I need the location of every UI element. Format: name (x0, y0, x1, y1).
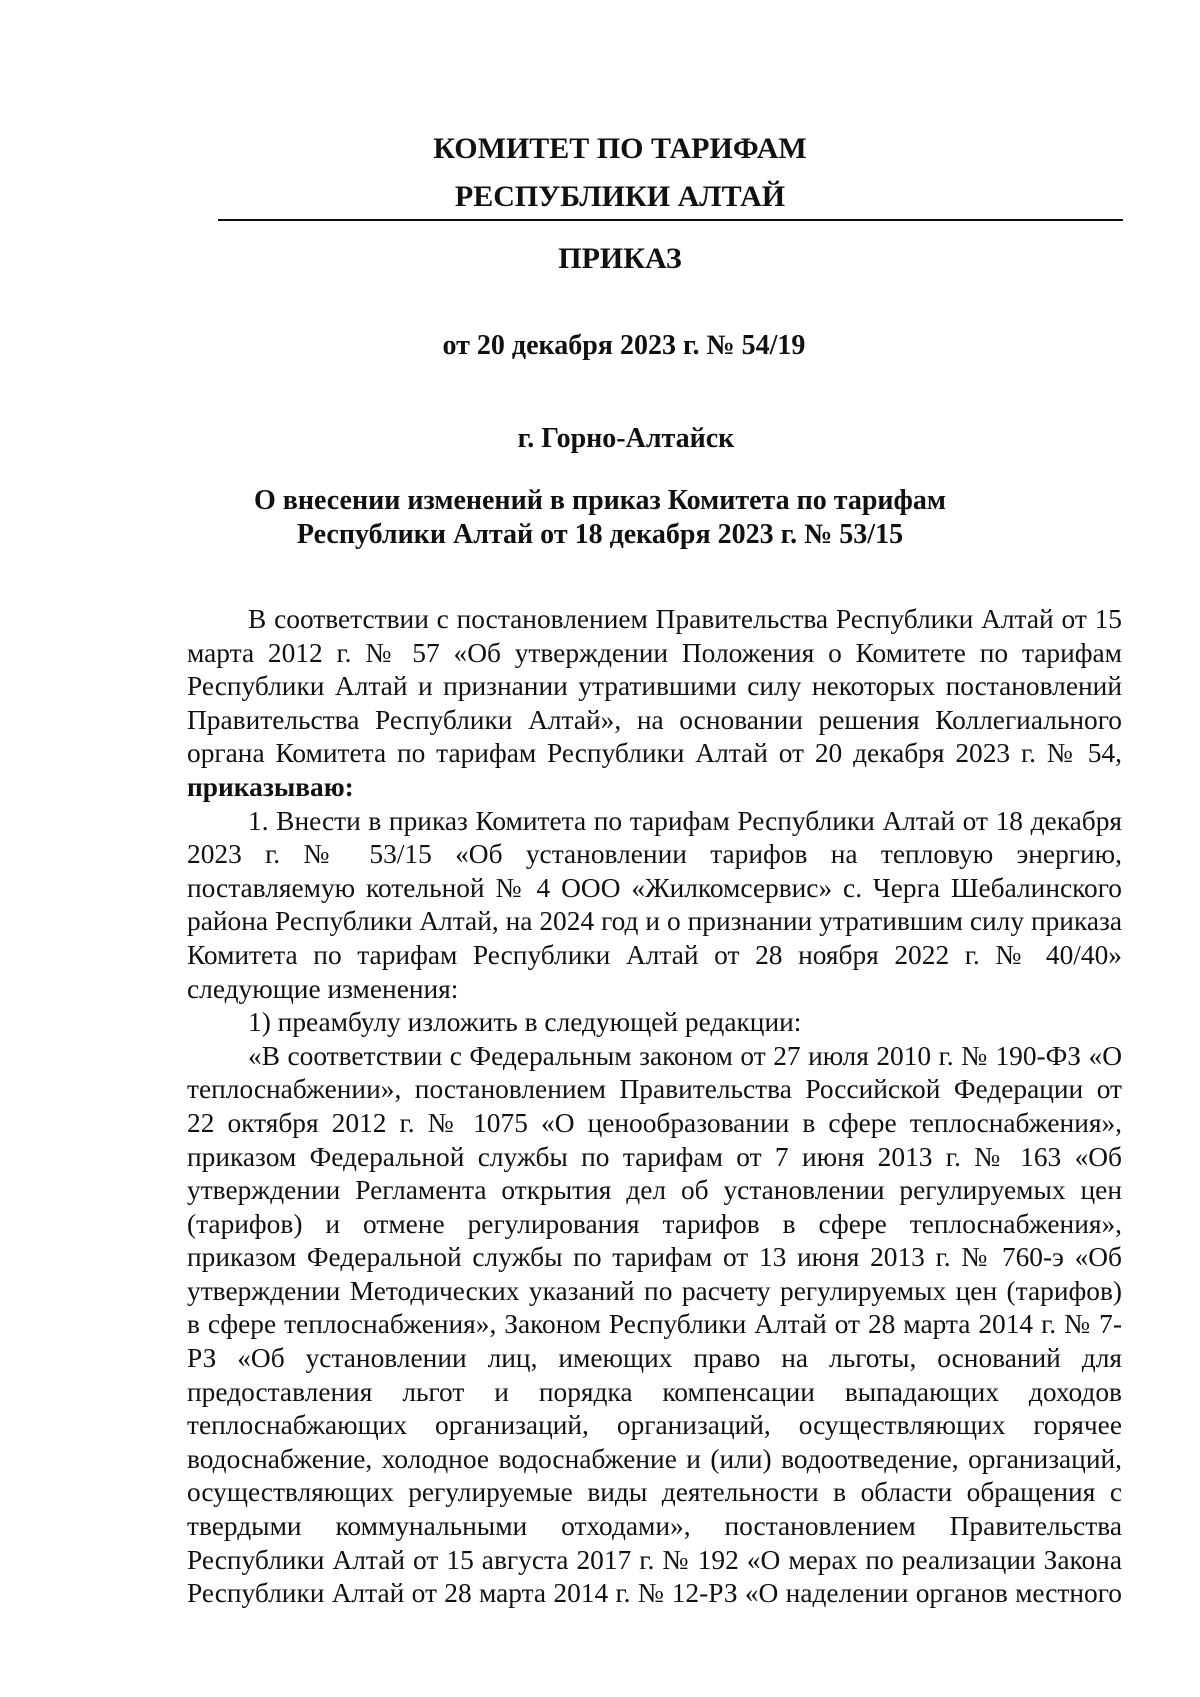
org-name-line2: РЕСПУБЛИКИ АЛТАЙ (454, 180, 786, 213)
item-1-paragraph: 1. Внести в приказ Комитета по тарифам Республики Алтай от 18 декабря 2023 г. № 53/15 «Об установлении тарифов на тепловую энергию, поставляемую котельной № 4 ООО «Жилкомсервис» с. Черга Шебалинского района Республики Алтай, на 2024 год и о признании утратившим силу приказа Комитета по тарифам Республики Алтай от 28 ноября 2022 г. № 40/40» следующие изменения: (187, 805, 1122, 1004)
preamble-paragraph (187, 603, 1122, 805)
header-divider (218, 219, 1123, 221)
preamble-text: В соответствии с постановлением Правительства Республики Алтай от 15 марта 2012 г. № 57 «Об утверждении Положения о Комитете по тарифам Республики Алтай и признании утратившими силу некоторых постановлений Правительства Республики Алтай», на основании решения Коллегиального органа Комитета по тарифам Республики Алтай от 20 декабря 2023 г. № 54, (187, 604, 1122, 769)
document-date-number: от 20 декабря 2023 г. № 54/19 (442, 330, 806, 361)
document-city: г. Горно-Алтайск (517, 423, 735, 454)
document-subject (0, 484, 1200, 552)
subject-line1: О внесении изменений в приказ Комитета по тарифам (253, 485, 946, 516)
subitem-1-paragraph: 1) преамбулу изложить в следующей редакции: (248, 1007, 802, 1038)
quoted-preamble-paragraph: «В соответствии с Федеральным законом от 27 июля 2010 г. № 190-ФЗ «О теплоснабжении», постановлением Правительства Российской Федерации от 22 октября 2012 г. № 1075 «О ценообразовании в сфере теплоснабжения», приказом Федеральной службы по тарифам от 7 июня 2013 г. № 163 «Об утверждении Регламента открытия дел об установлении регулируемых цен (тарифов) и отмене регулирования тарифов в сфере теплоснабжения», приказом Федеральной службы по тарифам от 13 июня 2013 г. № 760-э «Об утверждении Методических указаний по расчету регулируемых цен (тарифов) в сфере теплоснабжения», Законом Республики Алтай от 28 марта 2014 г. № 7-РЗ «Об установлении лиц, имеющих право на льготы, оснований для предоставления льгот и порядка компенсации выпадающих доходов теплоснабжающих организаций, организаций, осуществляющих горячее водоснабжение, холодное водоснабжение и (или) водоотведение, организаций, осуществляющих регулируемые виды деятельности в области обращения с твердыми коммунальными отходами», постановлением Правительства Республики Алтай от 15 августа 2017 г. № 192 «О мерах по реализации Закона Республики Алтай от 28 марта 2014 г. № 12-РЗ «О наделении органов местного (187, 1040, 1122, 1609)
document-type: ПРИКАЗ (558, 242, 682, 275)
document-body (187, 603, 1122, 1611)
org-name-line1: КОМИТЕТ ПО ТАРИФАМ (433, 132, 807, 165)
subject-line2: Республики Алтай от 18 декабря 2023 г. № 53/15 (296, 519, 904, 550)
preamble-order-word: приказываю: (187, 771, 354, 802)
